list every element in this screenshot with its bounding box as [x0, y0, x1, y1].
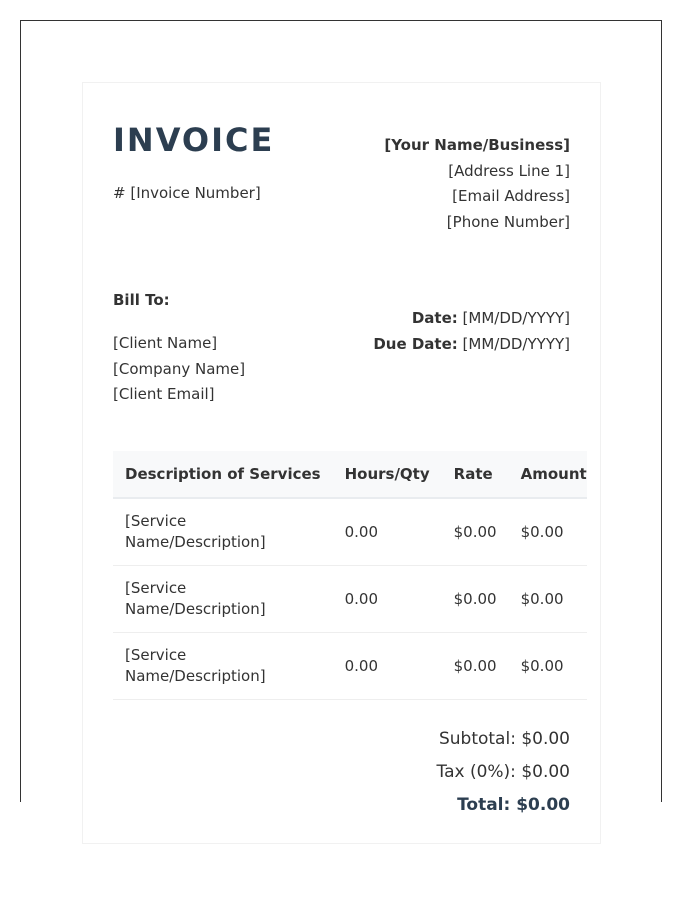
services-table: [113, 451, 587, 700]
row-amount: $0.00: [509, 633, 587, 700]
row-rate: $0.00: [442, 566, 509, 633]
row-qty: 0.00: [333, 566, 442, 633]
header-rate: Rate: [442, 451, 509, 498]
table-row: [113, 498, 587, 566]
invoice-sheet: [82, 82, 601, 844]
header-description: Description of Services: [113, 451, 333, 498]
totals-block: [437, 723, 571, 822]
row-qty: 0.00: [333, 498, 442, 566]
bill-to-label: Bill To:: [113, 291, 170, 309]
table-row: [113, 566, 587, 633]
business-phone: [Phone Number]: [446, 212, 570, 231]
row-description: [Service Name/Description]: [113, 633, 333, 700]
table-header-row: [113, 451, 587, 498]
table-row: [113, 633, 587, 700]
invoice-number: # [Invoice Number]: [113, 184, 261, 202]
business-address: [Address Line 1]: [448, 161, 570, 180]
document-viewport: [20, 20, 662, 815]
header-qty: Hours/Qty: [333, 451, 442, 498]
row-description: [Service Name/Description]: [113, 498, 333, 566]
tax-line: Tax (0%): $0.00: [436, 762, 570, 782]
company-name: [Company Name]: [113, 359, 246, 378]
date-line: [373, 305, 570, 331]
invoice-title: INVOICE: [113, 121, 275, 159]
business-email: [Email Address]: [452, 187, 570, 205]
row-qty: 0.00: [333, 633, 442, 700]
row-description: [Service Name/Description]: [113, 566, 333, 633]
business-info: [384, 133, 570, 235]
row-rate: $0.00: [442, 633, 509, 700]
client-info: [113, 331, 245, 408]
row-rate: $0.00: [442, 498, 509, 566]
date-value: [MM/DD/YYYY]: [462, 309, 570, 327]
due-date-line: [373, 331, 570, 357]
row-amount: $0.00: [509, 498, 587, 566]
client-name: [Client Name]: [113, 334, 218, 352]
subtotal-line: Subtotal: $0.00: [438, 729, 570, 749]
due-date-value: [MM/DD/YYYY]: [462, 335, 570, 353]
total-line: Total: $0.00: [457, 795, 570, 815]
invoice-dates: [373, 305, 570, 357]
client-email: [Client Email]: [113, 385, 215, 403]
business-name: [Your Name/Business]: [384, 136, 570, 154]
date-label: Date:: [411, 309, 458, 327]
row-amount: $0.00: [509, 566, 587, 633]
header-amount: Amount: [509, 451, 587, 498]
due-date-label: Due Date:: [373, 335, 458, 353]
